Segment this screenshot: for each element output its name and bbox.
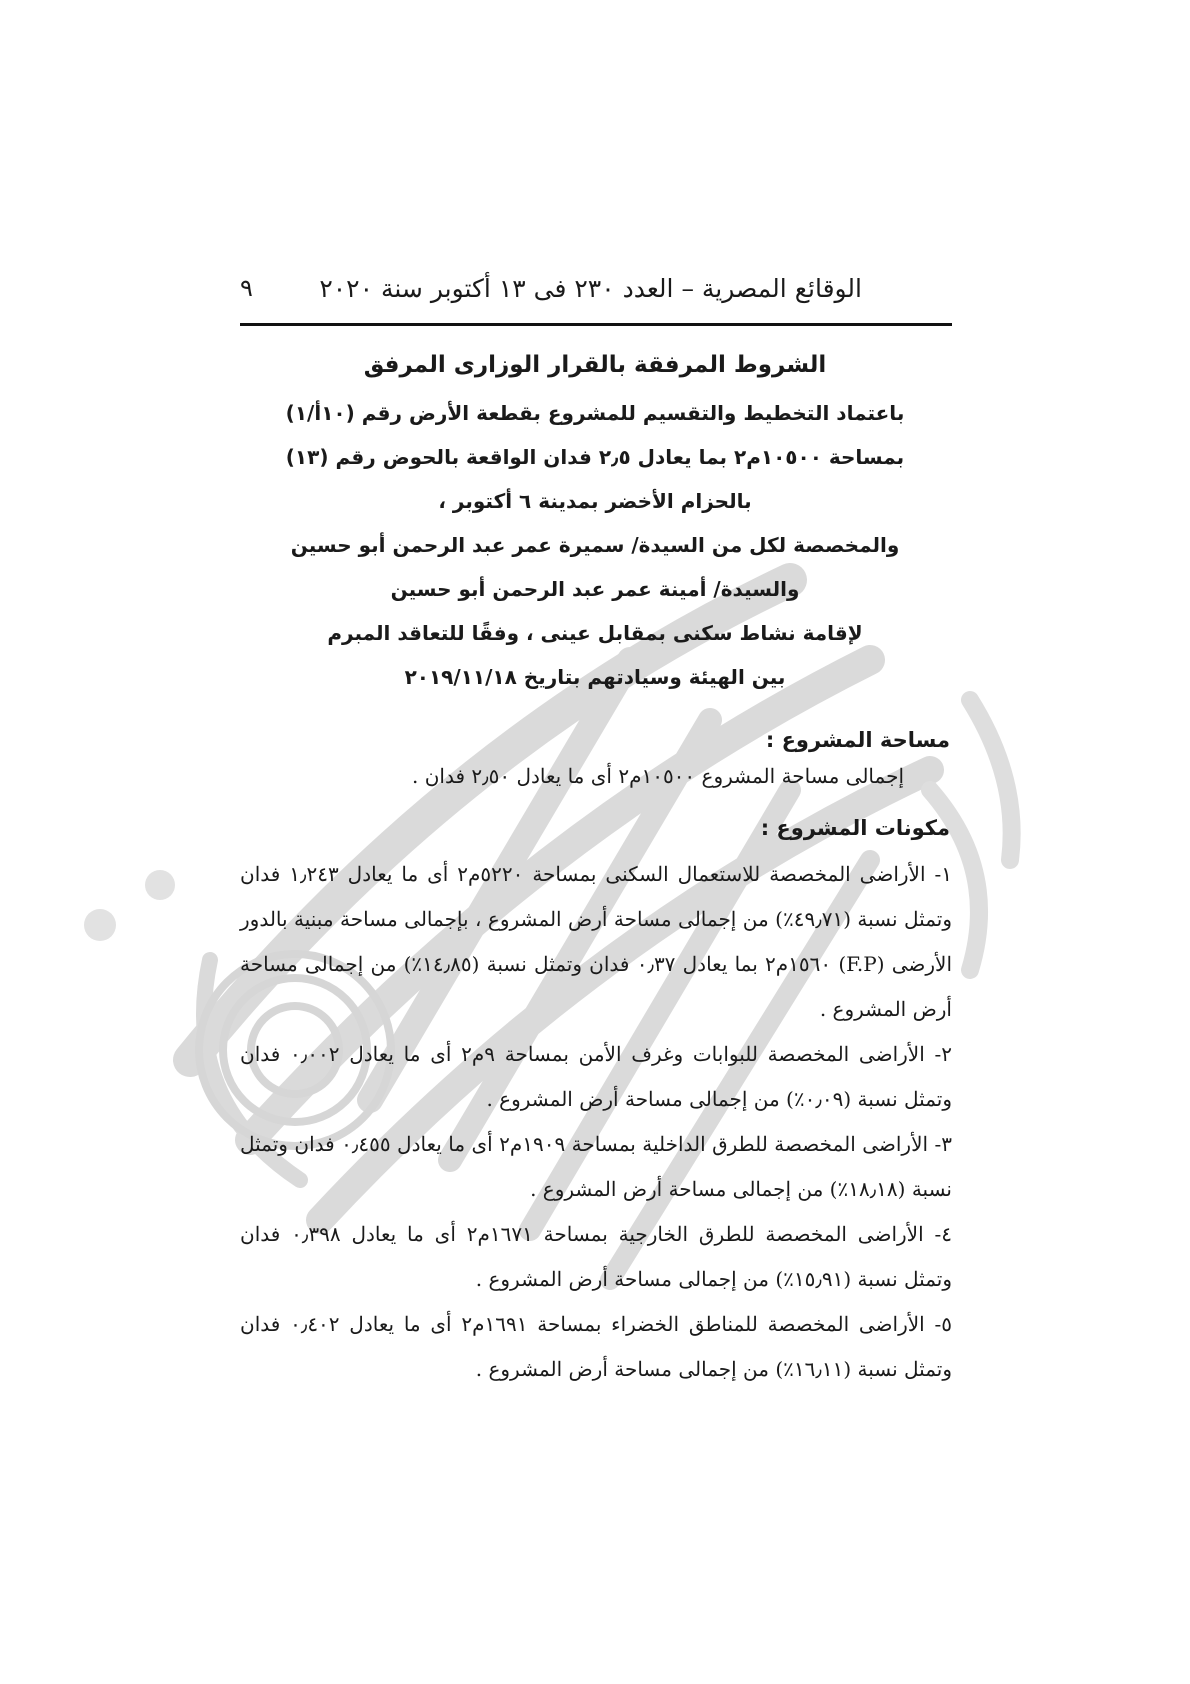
conditions-line: باعتماد التخطيط والتقسيم للمشروع بقطعة الأرض رقم (١٠أ/١) bbox=[285, 401, 905, 425]
project-area-section bbox=[240, 722, 950, 794]
conditions-line: والسيدة/ أمينة عمر عبد الرحمن أبو حسين bbox=[390, 577, 800, 601]
project-components-section bbox=[240, 810, 950, 846]
list-item: ٣- الأراضى المخصصة للطرق الداخلية بمساحة ١٩٠٩م٢ أى ما يعادل ٠٫٤٥٥ فدان وتمثل نسبة (١٨٫١٨٪) من إجمالى مساحة أرض المشروع . bbox=[240, 1132, 952, 1201]
conditions-line: بالحزام الأخضر بمدينة ٦ أكتوبر ، bbox=[438, 489, 752, 513]
list-item: ٥- الأراضى المخصصة للمناطق الخضراء بمساحة ١٦٩١م٢ أى ما يعادل ٠٫٤٠٢ فدان وتمثل نسبة (١٦٫١١٪) من إجمالى مساحة أرض المشروع . bbox=[240, 1312, 952, 1381]
page-number: ٩ bbox=[240, 274, 253, 302]
conditions-line: لإقامة نشاط سكنى بمقابل عينى ، وفقًا للتعاقد المبرم bbox=[327, 621, 863, 645]
gazette-header bbox=[240, 270, 950, 322]
project-area-heading: مساحة المشروع : bbox=[765, 728, 950, 752]
project-components-heading: مكونات المشروع : bbox=[760, 816, 950, 840]
header-divider bbox=[240, 323, 952, 326]
conditions-title-block bbox=[240, 345, 950, 699]
conditions-line: والمخصصة لكل من السيدة/ سميرة عمر عبد الرحمن أبو حسين bbox=[290, 533, 900, 557]
project-area-text: إجمالى مساحة المشروع ١٠٥٠٠م٢ أى ما يعادل ٢٫٥٠ فدان . bbox=[412, 764, 904, 788]
conditions-line: بين الهيئة وسيادتهم بتاريخ ٢٠١٩/١١/١٨ bbox=[404, 665, 786, 689]
project-components-list bbox=[240, 852, 952, 1392]
gazette-title: الوقائع المصرية – العدد ٢٣٠ فى ١٣ أكتوبر سنة ٢٠٢٠ bbox=[319, 274, 862, 303]
conditions-main-title: الشروط المرفقة بالقرار الوزارى المرفق bbox=[363, 352, 827, 378]
list-item: ٤- الأراضى المخصصة للطرق الخارجية بمساحة ١٦٧١م٢ أى ما يعادل ٠٫٣٩٨ فدان وتمثل نسبة (١٥٫٩١٪) من إجمالى مساحة أرض المشروع . bbox=[240, 1222, 952, 1291]
conditions-line: بمساحة ١٠٥٠٠م٢ بما يعادل ٢٫٥ فدان الواقعة بالحوض رقم (١٣) bbox=[285, 445, 905, 469]
list-item: ١- الأراضى المخصصة للاستعمال السكنى بمساحة ٥٢٢٠م٢ أى ما يعادل ١٫٢٤٣ فدان وتمثل نسبة (٤٩٫٧١٪) من إجمالى مساحة أرض المشروع ، بإجمالى مساحة مبنية بالدور الأرضى (F.P) ١٥٦٠م٢ بما يعادل ٠٫٣٧ فدان وتمثل نسبة (١٤٫٨٥٪) من إجمالى مساحة أرض المشروع . bbox=[240, 862, 952, 1021]
list-item: ٢- الأراضى المخصصة للبوابات وغرف الأمن بمساحة ٩م٢ أى ما يعادل ٠٫٠٠٢ فدان وتمثل نسبة (٠٫٠٩٪) من إجمالى مساحة أرض المشروع . bbox=[240, 1042, 952, 1111]
